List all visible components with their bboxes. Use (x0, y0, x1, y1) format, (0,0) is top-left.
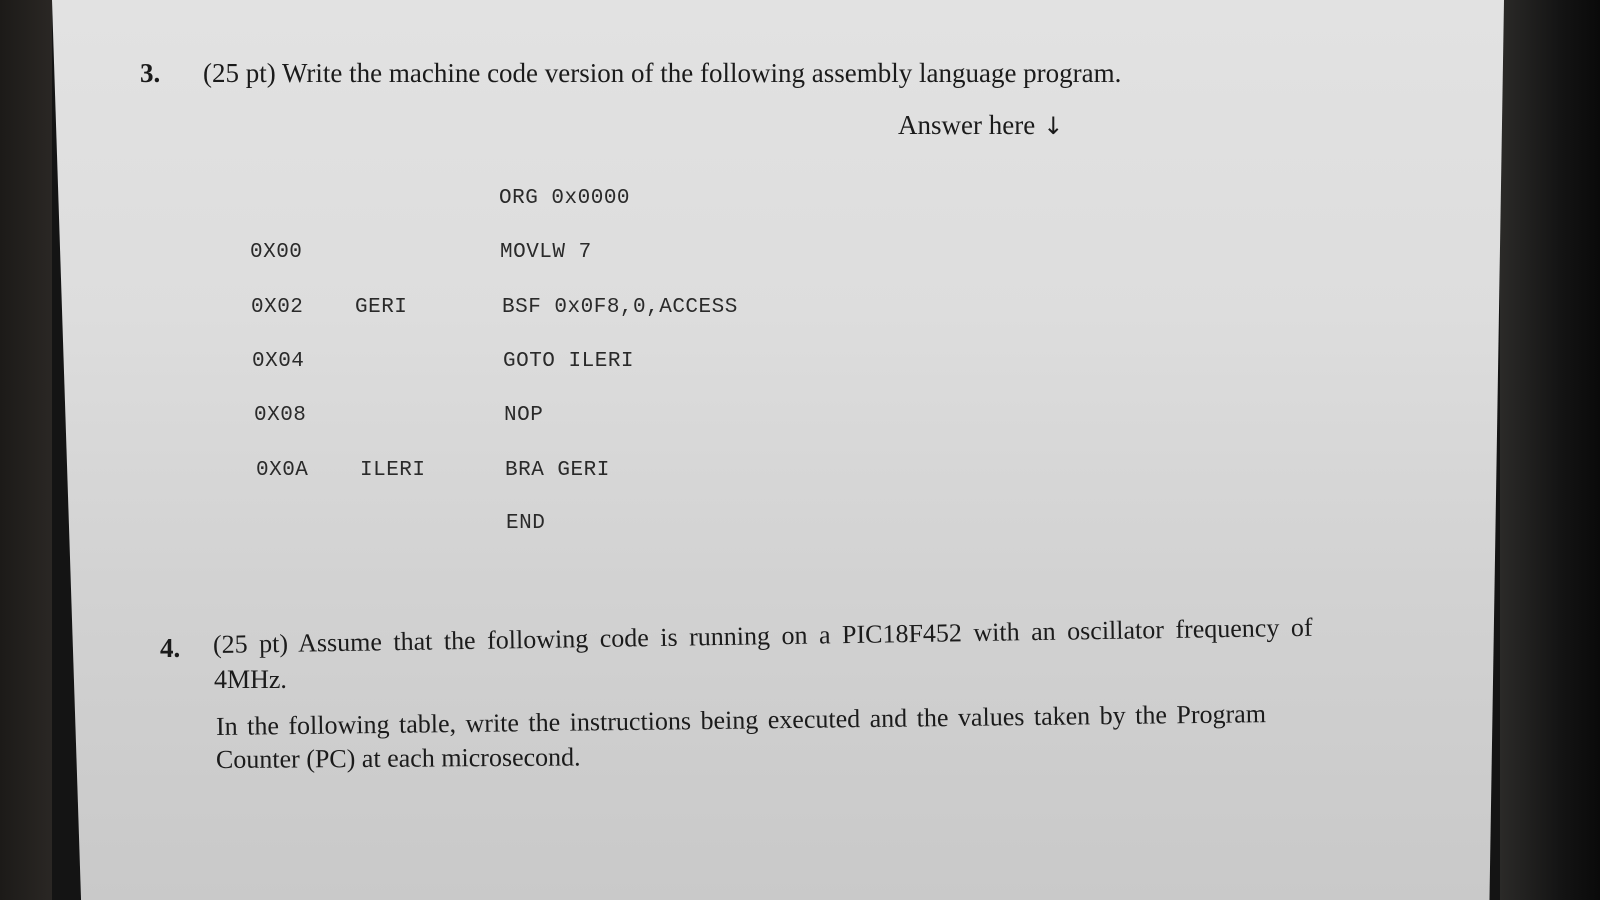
instruction-line-2: BSF 0x0F8,0,ACCESS (502, 296, 738, 319)
question-4-line-3: In the following table, write the instructions being executed and the values taken by the Program (215, 699, 1267, 741)
label-line-5: ILERI (360, 459, 426, 482)
org-directive: ORG 0x0000 (499, 187, 631, 210)
question-4-number: 4. (160, 633, 181, 663)
address-line-2: 0X02 (251, 296, 304, 319)
question-3-text: (25 pt) Write the machine code version of the following assembly language program. (203, 58, 1122, 88)
question-4-line-4: Counter (PC) at each microsecond. (215, 742, 581, 774)
question-3-number: 3. (140, 58, 161, 88)
monitor-bezel-right (1500, 0, 1600, 900)
end-directive: END (506, 512, 546, 535)
instruction-line-3: GOTO ILERI (503, 350, 635, 373)
address-line-3: 0X04 (252, 350, 305, 373)
question-4-line-2: 4MHz. (214, 665, 287, 694)
monitor-bezel-left (0, 0, 52, 900)
address-line-5: 0X0A (256, 459, 309, 482)
instruction-line-1: MOVLW 7 (500, 241, 592, 264)
instruction-line-4: NOP (504, 404, 544, 427)
label-line-2: GERI (355, 296, 408, 319)
question-4-line-1: (25 pt) Assume that the following code is running on a PIC18F452 with an oscillator frequency of (212, 612, 1313, 659)
instruction-line-5: BRA GERI (505, 459, 610, 482)
answer-here-label (898, 110, 1063, 141)
address-line-1: 0X00 (250, 241, 303, 264)
address-line-4: 0X08 (254, 404, 307, 427)
arrow-down-icon: ↓ (1043, 112, 1064, 140)
answer-label-text: Answer here (898, 110, 1036, 140)
